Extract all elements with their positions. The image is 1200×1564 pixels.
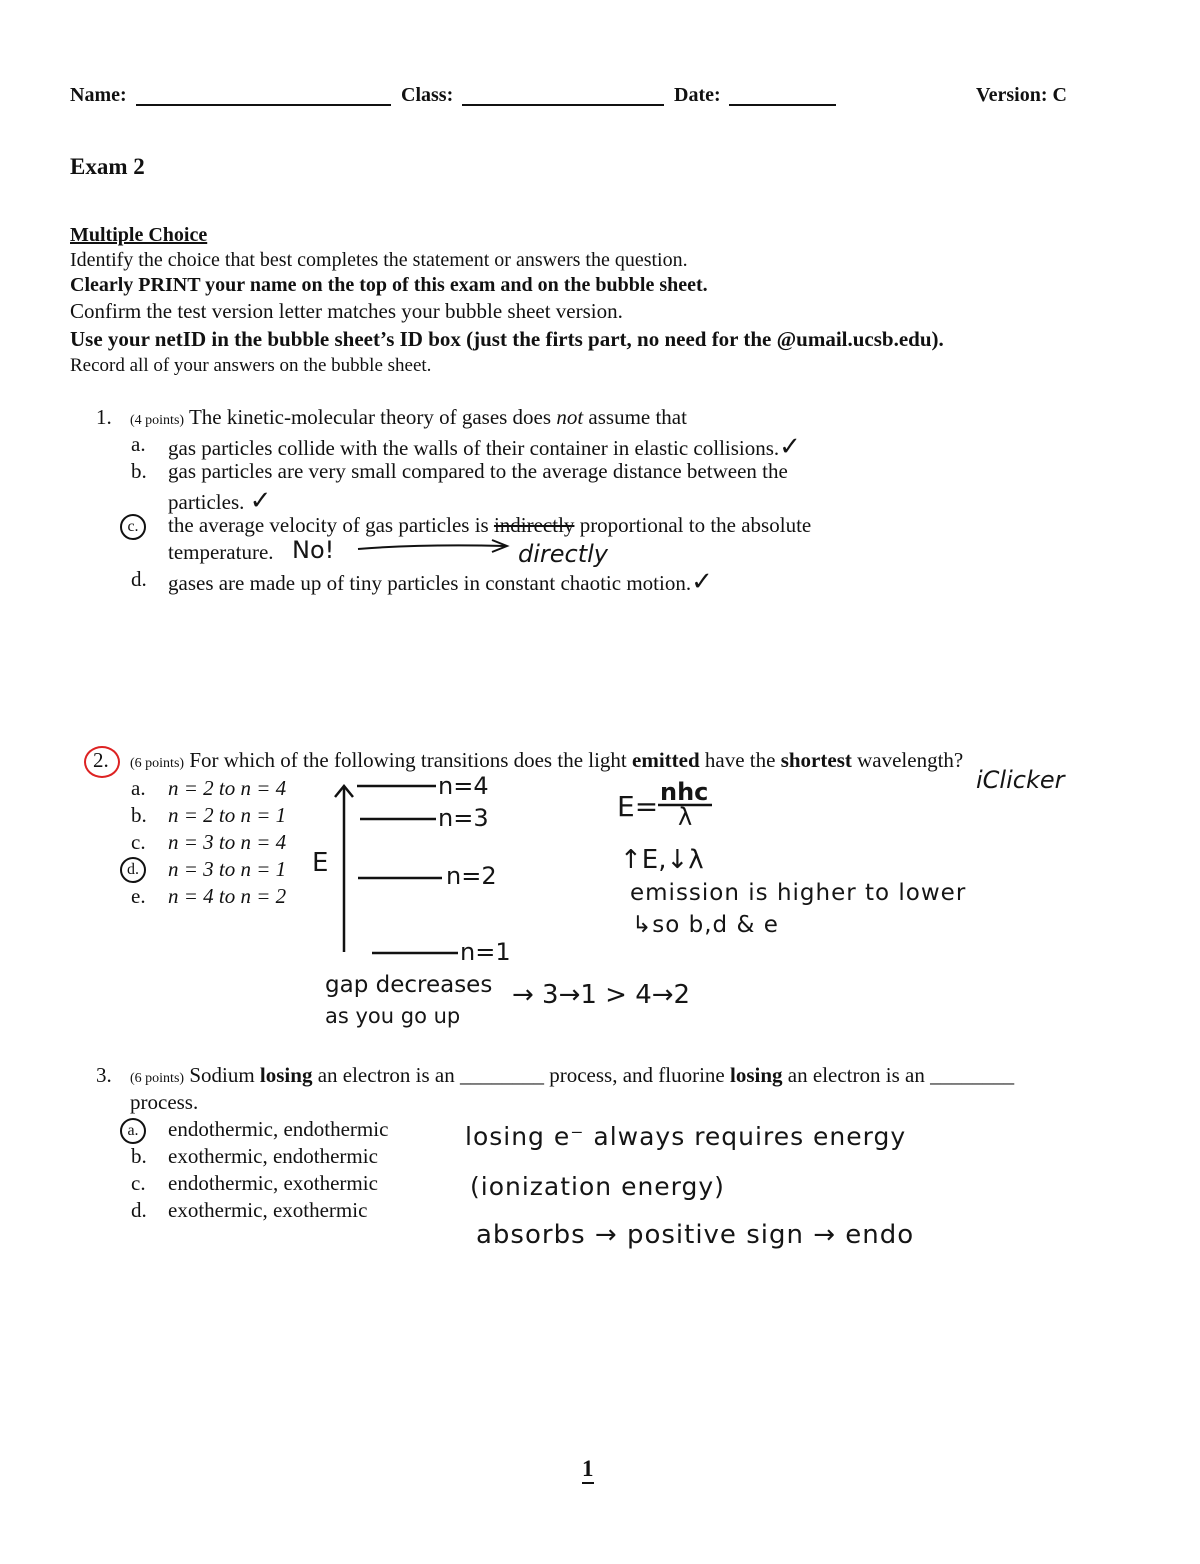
q3-option-letter: b. (131, 1144, 147, 1168)
q2-note-relation: ↑E,↓λ (620, 845, 704, 875)
q2-formula-lhs: E= (617, 790, 659, 823)
q2-formula-den: λ (678, 803, 693, 831)
q1-a-letter: a. (131, 432, 146, 456)
q2-note-e-axis: E (312, 848, 329, 878)
q3-option-text: endothermic, exothermic (168, 1171, 378, 1195)
q3-option-letter: d. (131, 1198, 147, 1222)
q2-level-n1: n=1 (460, 938, 511, 966)
q3-option-text: endothermic, endothermic (168, 1117, 389, 1141)
q2-points: (6 points) (130, 756, 185, 771)
q2-option-text: n = 2 to n = 1 (168, 803, 287, 827)
q3-option-letter: a. (120, 1118, 146, 1144)
q2-option-letter: a. (131, 776, 146, 800)
q3-number: 3. (96, 1063, 112, 1087)
q2-level-n4: n=4 (438, 772, 489, 800)
exam-title: Exam 2 (70, 154, 145, 179)
q2-option-text: n = 2 to n = 4 (168, 776, 287, 800)
q2-option-letter: e. (131, 884, 146, 908)
q1-b-text-1: gas particles are very small compared to the average distance between the (168, 459, 788, 483)
q2-level-n2: n=2 (446, 862, 497, 890)
q3-option-letter: c. (131, 1171, 146, 1195)
q3-note-line-1: losing e⁻ always requires energy (465, 1122, 907, 1151)
q1-b-text-2: particles. ✓ (168, 486, 272, 516)
q1-struck-word: indirectly (493, 513, 575, 537)
q1-note-no: No! (292, 536, 335, 564)
name-label: Name: (70, 84, 127, 106)
q2-option-letter: c. (131, 830, 146, 854)
instruction-2: Clearly PRINT your name on the top of this exam and on the bubble sheet. (70, 274, 708, 296)
q1-stem-before: The kinetic-molecular theory of gases does (188, 405, 557, 429)
q1-c-letter: c. (120, 514, 146, 540)
check-icon: ✓ (249, 486, 272, 516)
q1-note-directly: directly (518, 540, 609, 568)
q1-a-text: gas particles collide with the walls of their container in elastic collisions.✓ (168, 432, 801, 462)
q1-c-text-1: the average velocity of gas particles is indirectly proportional to the absolute (168, 513, 812, 537)
date-label: Date: (674, 84, 721, 106)
q1-points: (4 points) (130, 413, 185, 428)
q2-option-text: n = 3 to n = 4 (168, 830, 287, 854)
q1-c-text-2: temperature. (168, 540, 274, 564)
instruction-3: Confirm the test version letter matches your bubble sheet version. (70, 299, 623, 323)
q2-note-so: ↳so b,d & e (632, 912, 779, 938)
q3-option-text: exothermic, exothermic (168, 1198, 368, 1222)
instruction-4: Use your netID in the bubble sheet’s ID box (just the firts part, no need for the @umail.ucsb.edu). (70, 327, 944, 351)
q2-note-gap-1: gap decreases (325, 972, 493, 998)
instruction-1: Identify the choice that best completes the statement or answers the question. (70, 249, 688, 271)
version-label: Version: C (976, 84, 1067, 106)
q1-stem-em: not (556, 405, 584, 429)
q3-points: (6 points) (130, 1071, 185, 1086)
q3-stem: (6 points) Sodium losing an electron is an ________ process, and fluorine losing an electron is an ________ (130, 1063, 1015, 1087)
q1-stem-after: assume that (583, 405, 687, 429)
q2-option-letter: d. (120, 857, 146, 883)
q2-option-text: n = 3 to n = 1 (168, 857, 287, 881)
q1-arrow-line (358, 545, 505, 549)
q2-note-iclicker: iClicker (976, 766, 1065, 794)
section-heading: Multiple Choice (70, 224, 208, 246)
q2-option-letter: b. (131, 803, 147, 827)
q1-b-letter: b. (131, 459, 147, 483)
q1-d-text: gases are made up of tiny particles in constant chaotic motion.✓ (168, 567, 713, 597)
q2-note-gap-2: as you go up (325, 1004, 461, 1028)
q2-formula-num: nhc (660, 778, 709, 806)
q3-note-line-2: (ionization energy) (470, 1172, 725, 1201)
q1-number: 1. (96, 405, 112, 429)
q2-level-n3: n=3 (438, 804, 489, 832)
q2-note-emission: emission is higher to lower (630, 880, 967, 906)
check-icon: ✓ (779, 432, 801, 462)
class-label: Class: (401, 84, 454, 106)
q2-note-order: → 3→1 > 4→2 (512, 980, 691, 1010)
page-number: 1 (582, 1456, 594, 1484)
q2-stem: (6 points) For which of the following transitions does the light emitted have the shortest wavelength? (130, 748, 964, 772)
q3-stem-end: process. (130, 1090, 199, 1114)
q1-d-letter: d. (131, 567, 147, 591)
q3-note-line-3: absorbs → positive sign → endo (476, 1220, 915, 1250)
q2-number: 2. (93, 748, 109, 772)
q3-option-text: exothermic, endothermic (168, 1144, 378, 1168)
q2-option-text: n = 4 to n = 2 (168, 884, 287, 908)
check-icon: ✓ (691, 567, 713, 597)
instruction-5: Record all of your answers on the bubble sheet. (70, 355, 432, 376)
